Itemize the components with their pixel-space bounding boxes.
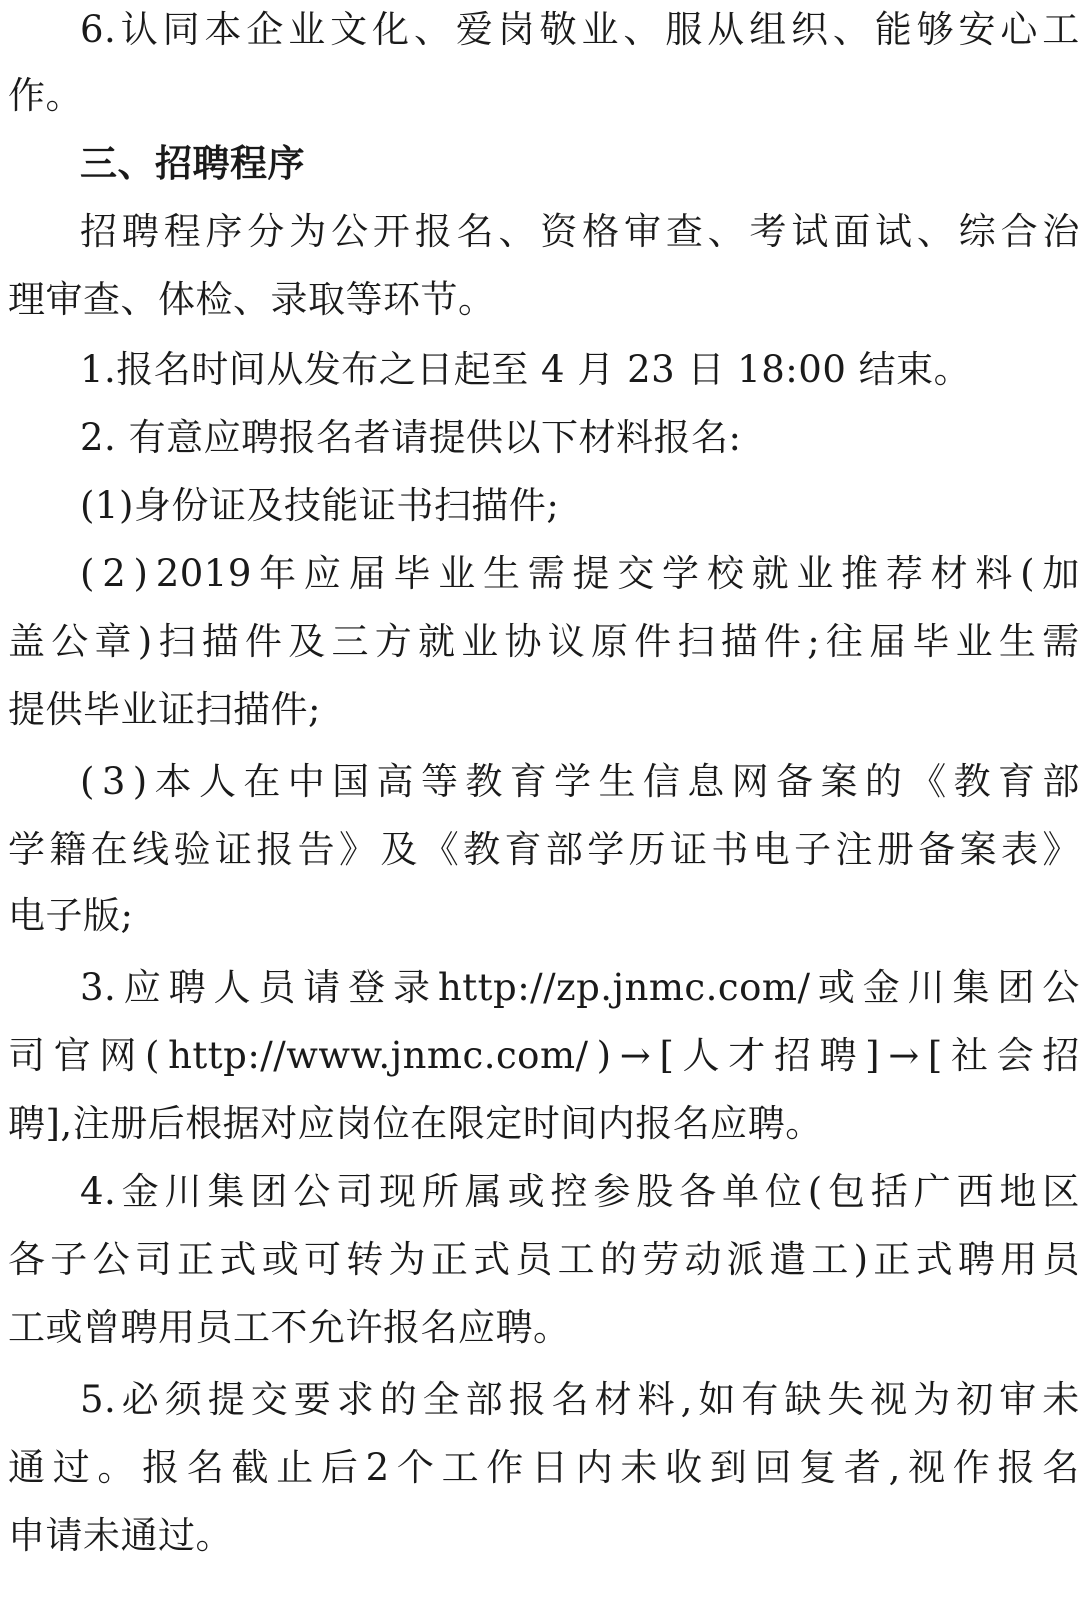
section-heading: 三、招聘程序 xyxy=(80,142,305,185)
subitem-2-line-2: 盖 公 章 ) 扫 描 件 及 三 方 就 业 协 议 原 件 扫 描 件 ; 往 届 毕 业 生 需 xyxy=(8,620,1080,663)
item-1: 1.报名时间从发布之日起至 4 月 23 日 18:00 结束。 xyxy=(80,348,972,391)
subitem-3-line-1: ( 3 ) 本 人 在 中 国 高 等 教 育 学 生 信 息 网 备 案 的 《 教 育 部 xyxy=(80,760,1080,803)
item-2: 2. 有意应聘报名者请提供以下材料报名: xyxy=(80,416,742,459)
item-3-line-1: 3. 应 聘 人 员 请 登 录 http://zp.jnmc.com/ 或 金 川 集 团 公 xyxy=(80,966,1080,1009)
item-6-line-2: 作。 xyxy=(8,74,83,117)
item-5-line-1: 5. 必 须 提 交 要 求 的 全 部 报 名 材 料 , 如 有 缺 失 视 为 初 审 未 xyxy=(80,1378,1080,1421)
item-5-line-3: 申请未通过。 xyxy=(8,1514,233,1557)
subitem-1: (1)身份证及技能证书扫描件; xyxy=(80,484,560,527)
item-6-line-1: 6. 认 同 本 企 业 文 化 、 爱 岗 敬 业 、 服 从 组 织 、 能 够 安 心 工 xyxy=(80,8,1080,51)
item-4-line-3: 工或曾聘用员工不允许报名应聘。 xyxy=(8,1306,571,1349)
subitem-2-line-1: ( 2 ) 2019 年 应 届 毕 业 生 需 提 交 学 校 就 业 推 荐 材 料 ( 加 xyxy=(80,552,1080,595)
item-3-line-3: 聘],注册后根据对应岗位在限定时间内报名应聘。 xyxy=(8,1102,823,1145)
item-5-line-2: 通 过 。 报 名 截 止 后 2 个 工 作 日 内 未 收 到 回 复 者 , 视 作 报 名 xyxy=(8,1446,1080,1489)
item-3-line-2: 司 官 网 ( http://www.jnmc.com/ ) → [ 人 才 招 聘 ] → [ 社 会 招 xyxy=(8,1034,1080,1077)
item-4-line-1: 4. 金 川 集 团 公 司 现 所 属 或 控 参 股 各 单 位 ( 包 括 广 西 地 区 xyxy=(80,1170,1080,1213)
item-4-line-2: 各 子 公 司 正 式 或 可 转 为 正 式 员 工 的 劳 动 派 遣 工 ) 正 式 聘 用 员 xyxy=(8,1238,1080,1281)
intro-line-2: 理审查、体检、录取等环节。 xyxy=(8,278,496,321)
subitem-3-line-2: 学 籍 在 线 验 证 报 告 》 及 《 教 育 部 学 历 证 书 电 子 注 册 备 案 表 》 xyxy=(8,828,1080,871)
subitem-2-line-3: 提供毕业证扫描件; xyxy=(8,688,321,731)
subitem-3-line-3: 电子版; xyxy=(8,894,134,937)
intro-line-1: 招 聘 程 序 分 为 公 开 报 名 、 资 格 审 查 、 考 试 面 试 、 综 合 治 xyxy=(80,210,1080,253)
